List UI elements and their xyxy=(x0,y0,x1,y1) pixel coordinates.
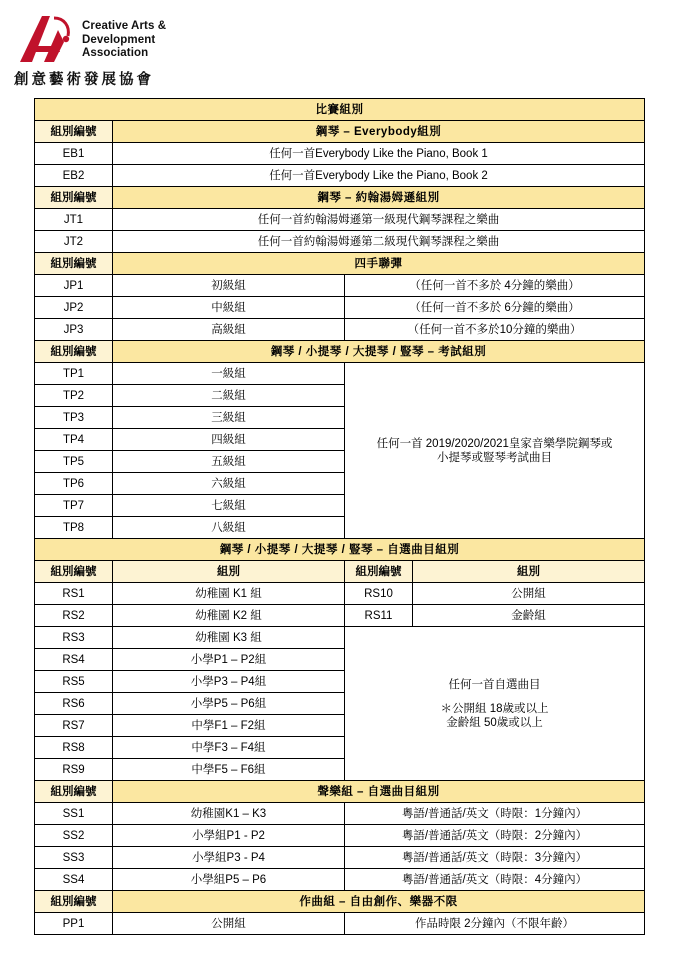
group-name: 八級組 xyxy=(113,517,345,539)
group-code: EB1 xyxy=(35,143,113,165)
freechoice-note-line2: ＊公開組 18歲或以上 xyxy=(440,702,549,715)
table-row xyxy=(35,583,645,605)
freechoice-note-line3: 金齡組 50歲或以上 xyxy=(446,716,543,729)
section-header-row xyxy=(35,781,645,803)
group-header-freechoice-left: 組別 xyxy=(113,561,345,583)
group-code: JT1 xyxy=(35,209,113,231)
group-name: 小學組P3 - P4 xyxy=(113,847,345,869)
group-code: RS7 xyxy=(35,715,113,737)
group-code: SS3 xyxy=(35,847,113,869)
group-code: RS8 xyxy=(35,737,113,759)
group-code: JP3 xyxy=(35,319,113,341)
exam-note-line1: 任何一首 2019/2020/2021皇家音樂學院鋼琴或 xyxy=(376,437,613,450)
group-name: 五級組 xyxy=(113,451,345,473)
group-note: 粵語/普通話/英文（時限：1分鐘內） xyxy=(345,803,645,825)
group-note: 粵語/普通話/英文（時限：4分鐘內） xyxy=(345,869,645,891)
group-code: RS9 xyxy=(35,759,113,781)
table-row xyxy=(35,825,645,847)
group-description: 任何一首約翰湯姆遜第二級現代鋼琴課程之樂曲 xyxy=(113,231,645,253)
table-title-row xyxy=(35,99,645,121)
group-name: 中級組 xyxy=(113,297,345,319)
code-header-freechoice-left: 組別編號 xyxy=(35,561,113,583)
group-name: 小學組P5 – P6 xyxy=(113,869,345,891)
group-code: TP2 xyxy=(35,385,113,407)
group-code: RS10 xyxy=(345,583,413,605)
group-code: RS3 xyxy=(35,627,113,649)
section-header-row xyxy=(35,121,645,143)
group-code: RS1 xyxy=(35,583,113,605)
section-header-row xyxy=(35,891,645,913)
group-note: 粵語/普通話/英文（時限：2分鐘內） xyxy=(345,825,645,847)
group-code: TP8 xyxy=(35,517,113,539)
group-code: JP1 xyxy=(35,275,113,297)
competition-groups-table xyxy=(34,98,644,935)
section-heading-vocal: 聲樂組 – 自選曲目組別 xyxy=(113,781,645,803)
table-row xyxy=(35,143,645,165)
group-name: 小學P5 – P6組 xyxy=(113,693,345,715)
group-name: 幼稚園 K1 組 xyxy=(113,583,345,605)
code-header-exam: 組別編號 xyxy=(35,341,113,363)
group-code: JT2 xyxy=(35,231,113,253)
group-note: 作品時限 2分鐘內（不限年齡） xyxy=(345,913,645,935)
table-row xyxy=(35,275,645,297)
group-name: 小學組P1 - P2 xyxy=(113,825,345,847)
group-code: TP5 xyxy=(35,451,113,473)
table-row xyxy=(35,869,645,891)
code-header-vocal: 組別編號 xyxy=(35,781,113,803)
group-code: SS2 xyxy=(35,825,113,847)
group-name: 六級組 xyxy=(113,473,345,495)
group-note: 粵語/普通話/英文（時限：3分鐘內） xyxy=(345,847,645,869)
table-row xyxy=(35,231,645,253)
exam-note-line2: 小提琴或豎琴考試曲目 xyxy=(437,451,552,464)
group-description: 任何一首Everybody Like the Piano, Book 1 xyxy=(113,143,645,165)
section-heading-johnthompson: 鋼琴 – 約翰湯姆遜組別 xyxy=(113,187,645,209)
group-note: （任何一首不多於 4分鐘的樂曲） xyxy=(345,275,645,297)
group-code: SS1 xyxy=(35,803,113,825)
group-name: 幼稚園K1 – K3 xyxy=(113,803,345,825)
table-row xyxy=(35,627,645,649)
section-heading-composition: 作曲組 – 自由創作、樂器不限 xyxy=(113,891,645,913)
group-note: （任何一首不多於10分鐘的樂曲） xyxy=(345,319,645,341)
table-row xyxy=(35,363,645,385)
group-code: TP1 xyxy=(35,363,113,385)
table-row xyxy=(35,803,645,825)
group-code: RS4 xyxy=(35,649,113,671)
group-name: 小學P1 – P2組 xyxy=(113,649,345,671)
group-code: RS11 xyxy=(345,605,413,627)
group-code: EB2 xyxy=(35,165,113,187)
group-code: RS6 xyxy=(35,693,113,715)
group-code: PP1 xyxy=(35,913,113,935)
group-name: 公開組 xyxy=(113,913,345,935)
group-name: 中學F1 – F2組 xyxy=(113,715,345,737)
section-header-row xyxy=(35,253,645,275)
section-header-row xyxy=(35,341,645,363)
code-header-composition: 組別編號 xyxy=(35,891,113,913)
section-heading-everybody: 鋼琴 – Everybody組別 xyxy=(113,121,645,143)
group-name: 一級組 xyxy=(113,363,345,385)
section-header-row xyxy=(35,539,645,561)
group-code: TP3 xyxy=(35,407,113,429)
table-row xyxy=(35,847,645,869)
group-name: 二級組 xyxy=(113,385,345,407)
group-code: TP6 xyxy=(35,473,113,495)
org-name-line3: Association xyxy=(82,47,149,59)
association-name-zh: 創意藝術發展協會 xyxy=(14,72,154,88)
table-row xyxy=(35,209,645,231)
group-name: 中學F3 – F4組 xyxy=(113,737,345,759)
freechoice-note-line1: 任何一首自選曲目 xyxy=(448,678,541,691)
code-header-everybody: 組別編號 xyxy=(35,121,113,143)
group-code: SS4 xyxy=(35,869,113,891)
group-name: 三級組 xyxy=(113,407,345,429)
group-name: 中學F5 – F6組 xyxy=(113,759,345,781)
group-name: 七級組 xyxy=(113,495,345,517)
group-code: RS5 xyxy=(35,671,113,693)
freechoice-note xyxy=(345,627,645,781)
association-logo-icon xyxy=(14,12,76,68)
group-header-freechoice-right: 組別 xyxy=(413,561,645,583)
group-code: TP4 xyxy=(35,429,113,451)
group-code: TP7 xyxy=(35,495,113,517)
document-header xyxy=(0,0,678,76)
code-header-fourhands: 組別編號 xyxy=(35,253,113,275)
association-name-en xyxy=(82,12,166,61)
group-name: 公開組 xyxy=(413,583,645,605)
section-heading-freechoice: 鋼琴 / 小提琴 / 大提琴 / 豎琴 – 自選曲目組別 xyxy=(35,539,645,561)
table-row xyxy=(35,913,645,935)
table-row xyxy=(35,319,645,341)
group-name: 四級組 xyxy=(113,429,345,451)
group-name: 初級組 xyxy=(113,275,345,297)
group-name: 金齡組 xyxy=(413,605,645,627)
table-row xyxy=(35,297,645,319)
section-heading-exam: 鋼琴 / 小提琴 / 大提琴 / 豎琴 – 考試組別 xyxy=(113,341,645,363)
code-header-freechoice-right: 組別編號 xyxy=(345,561,413,583)
section-subheader-row xyxy=(35,561,645,583)
section-heading-fourhands: 四手聯彈 xyxy=(113,253,645,275)
group-code: JP2 xyxy=(35,297,113,319)
document-title: 比賽組別 xyxy=(35,99,645,121)
code-header-johnthompson: 組別編號 xyxy=(35,187,113,209)
org-name-line1: Creative Arts & xyxy=(82,20,167,32)
exam-repertoire-note xyxy=(345,363,645,539)
group-description: 任何一首約翰湯姆遜第一級現代鋼琴課程之樂曲 xyxy=(113,209,645,231)
group-name: 幼稚園 K3 組 xyxy=(113,627,345,649)
group-description: 任何一首Everybody Like the Piano, Book 2 xyxy=(113,165,645,187)
section-header-row xyxy=(35,187,645,209)
group-name: 幼稚園 K2 組 xyxy=(113,605,345,627)
group-code: RS2 xyxy=(35,605,113,627)
table-row xyxy=(35,605,645,627)
table-row xyxy=(35,165,645,187)
group-name: 高級組 xyxy=(113,319,345,341)
group-note: （任何一首不多於 6分鐘的樂曲） xyxy=(345,297,645,319)
org-name-line2: Development xyxy=(82,33,156,46)
group-name: 小學P3 – P4組 xyxy=(113,671,345,693)
